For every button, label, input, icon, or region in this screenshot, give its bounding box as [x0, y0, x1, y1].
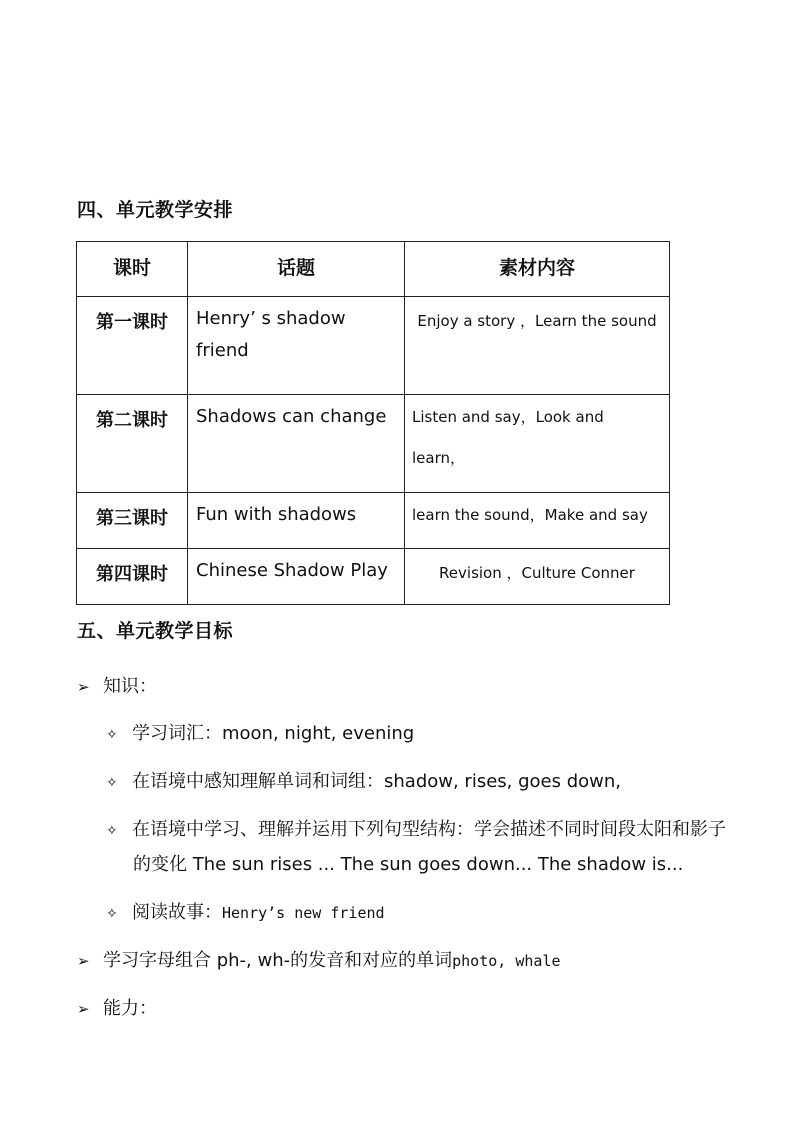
- table-row: [77, 395, 670, 493]
- materials-cell: Revision ，Culture Conner: [405, 549, 670, 605]
- diamond-bullet-icon: ✧: [106, 823, 118, 839]
- topic-cell: [188, 549, 405, 605]
- lesson-cell: 第二课时: [77, 395, 188, 493]
- lesson-cell: 第三课时: [77, 493, 188, 549]
- diamond-bullet-icon: ✧: [106, 906, 118, 922]
- topic-cell: [188, 297, 405, 395]
- list-item: [106, 719, 414, 745]
- table-row: [77, 493, 670, 549]
- phonics-label: 学习字母组合 ph-, wh-的发音和对应的单词: [103, 950, 453, 971]
- ability-label: 能力：: [103, 998, 157, 1019]
- teaching-schedule-table: [76, 241, 670, 605]
- materials-cell: [405, 395, 670, 493]
- topic-line: Shadows can change: [196, 406, 387, 427]
- materials-cell: Enjoy a story ，Learn the sound: [405, 297, 670, 395]
- knowledge-label: 知识：: [103, 676, 157, 697]
- topic-cell: [188, 493, 405, 549]
- phonics-item: [77, 946, 561, 972]
- materials-line: learn，: [412, 449, 465, 467]
- table-row: [77, 297, 670, 395]
- list-item: [106, 767, 621, 793]
- diamond-bullet-icon: ✧: [106, 775, 118, 791]
- knowledge-item: [77, 672, 157, 698]
- topic-line: Fun with shadows: [196, 504, 357, 525]
- arrow-bullet-icon: ➢: [77, 1000, 90, 1018]
- arrow-bullet-icon: ➢: [77, 952, 90, 970]
- ability-item: [77, 994, 157, 1020]
- section-4-heading: 四、单元教学安排: [77, 199, 234, 221]
- list-item: [106, 815, 726, 841]
- lesson-cell: 第一课时: [77, 297, 188, 395]
- context-words-text: 在语境中感知理解单词和词组：shadow, rises, goes down,: [132, 771, 621, 792]
- materials-line: Listen and say，Look and: [412, 408, 604, 426]
- table-row: [77, 549, 670, 605]
- sentence-structure-continuation: 的变化 The sun rises ... The sun goes down... The shadow is...: [133, 854, 684, 875]
- header-lesson: 课时: [77, 242, 188, 297]
- table-header-row: [77, 242, 670, 297]
- materials-line: learn the sound，Make and say: [412, 506, 648, 524]
- materials-cell: [405, 493, 670, 549]
- topic-line: Henry’ s shadow: [196, 308, 346, 329]
- reading-text: Henry’s new friend: [222, 904, 385, 922]
- arrow-bullet-icon: ➢: [77, 678, 90, 696]
- topic-cell: [188, 395, 405, 493]
- lesson-cell: 第四课时: [77, 549, 188, 605]
- sentence-structure-text: 在语境中学习、理解并运用下列句型结构：学会描述不同时间段太阳和影子: [132, 819, 726, 840]
- header-topic: 话题: [188, 242, 405, 297]
- topic-line: Chinese Shadow Play: [196, 560, 388, 581]
- reading-label: 阅读故事：: [132, 902, 222, 923]
- list-item: [106, 898, 385, 924]
- phonics-words: photo, whale: [452, 952, 561, 970]
- diamond-bullet-icon: ✧: [106, 727, 118, 743]
- topic-line: friend: [196, 340, 249, 361]
- section-5-heading: 五、单元教学目标: [77, 620, 234, 642]
- header-materials: 素材内容: [405, 242, 670, 297]
- vocab-text: 学习词汇：moon, night, evening: [132, 723, 415, 744]
